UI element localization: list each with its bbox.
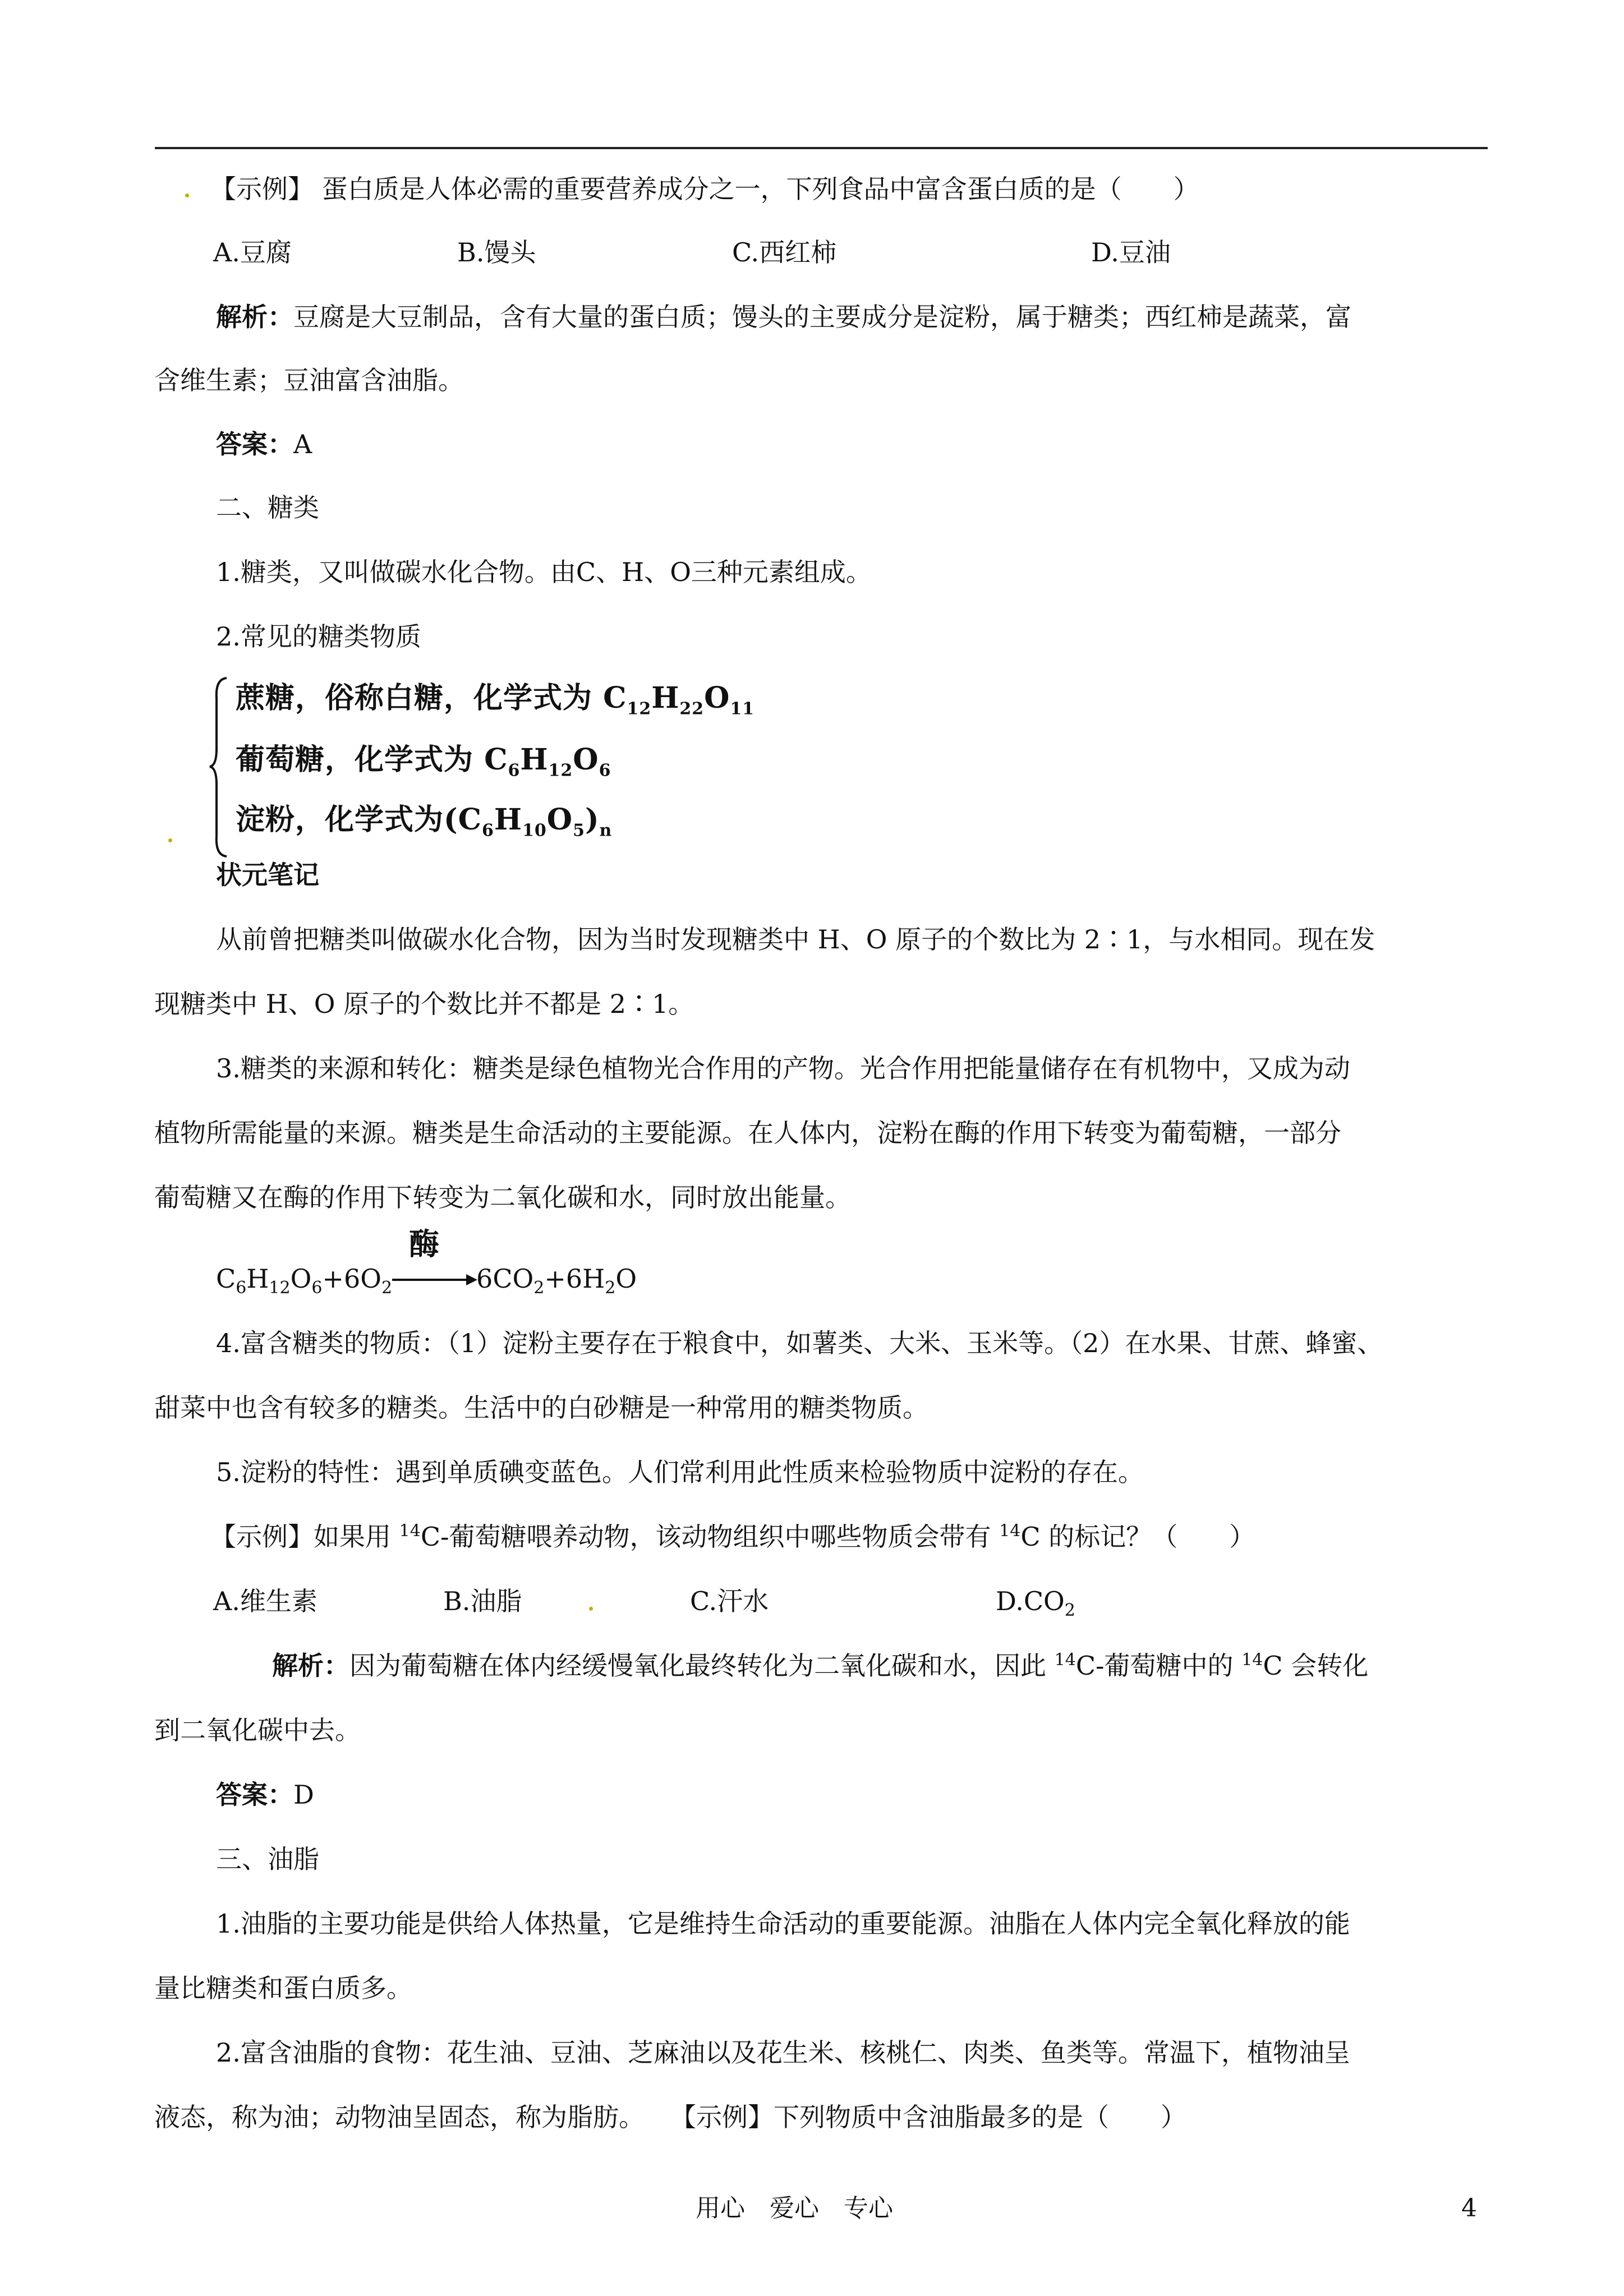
- sugar-item-2: 2.常见的糖类物质: [216, 621, 421, 652]
- example1-option-b: B.馒头: [457, 237, 536, 268]
- reaction-arrow: [392, 1226, 476, 1295]
- scan-speck: [589, 1607, 593, 1611]
- example2-question: 【示例】如果用 $^{14}$C-葡萄糖喂养动物，该动物组织中哪些物质会带有 $^{14}$C 的标记？（ ）: [210, 1521, 1255, 1552]
- example2-analysis: 解析：因为葡萄糖在体内经缓慢氧化最终转化为二氧化碳和水，因此 $^{14}$C-葡萄糖中的 $^{14}$C 会转化: [272, 1650, 1369, 1681]
- scan-speck: [185, 193, 189, 197]
- example2-option-d: $D.CO_2$: [996, 1586, 1075, 1621]
- section-sugar-heading: 二、糖类: [216, 492, 319, 523]
- sugar-list: [208, 676, 858, 858]
- oil-item-2-cont: 液态，称为油；动物油呈固态，称为脂肪。 【示例】下列物质中含油脂最多的是（ ）: [154, 2102, 1186, 2132]
- sugar-item-3-cont-1: 植物所需能量的来源。糖类是生命活动的主要能源。在人体内，淀粉在酶的作用下转变为葡萄糖，一部分: [154, 1118, 1341, 1148]
- example1-option-d: D.豆油: [1091, 237, 1171, 268]
- scan-speck: [168, 838, 172, 842]
- example1-option-a: A.豆腐: [213, 237, 292, 268]
- example2-analysis-cont: 到二氧化碳中去。: [154, 1715, 361, 1745]
- example1-option-c: C.西红柿: [732, 237, 837, 268]
- sugar-sucrose: 蔗糖，俗称白糖，化学式为 $C_{12}H_{22}O_{11}$: [236, 681, 755, 719]
- example2-option-c: C.汗水: [690, 1586, 769, 1616]
- oil-item-1: 1.油脂的主要功能是供给人体热量，它是维持生命活动的重要能源。油脂在人体内完全氧化释放的能: [216, 1908, 1350, 1939]
- notes-line-2: 现糖类中 H、O 原子的个数比并不都是 2∶1。: [154, 989, 694, 1019]
- glucose-oxidation-equation: $C_6H_{12}O_6+6O_2$ 酶 $6CO_2+6H_2O$: [216, 1226, 637, 1298]
- page-number: 4: [1461, 2194, 1477, 2223]
- sugar-starch: 淀粉，化学式为$(C_6H_{10}O_5)_n$: [236, 803, 613, 841]
- sugar-item-3: 3.糖类的来源和转化：糖类是绿色植物光合作用的产物。光合作用把能量储存在有机物中，又成为动: [216, 1053, 1350, 1084]
- example2-option-a: A.维生素: [213, 1586, 318, 1616]
- brace-icon: [208, 676, 230, 858]
- sugar-item-1: 1.糖类，又叫做碳水化合物。由C、H、O三种元素组成。: [216, 557, 872, 587]
- notes-title: 状元笔记: [216, 860, 319, 890]
- section-oil-heading: 三、油脂: [216, 1844, 319, 1874]
- sugar-item-5: 5.淀粉的特性：遇到单质碘变蓝色。人们常利用此性质来检验物质中淀粉的存在。: [216, 1457, 1144, 1487]
- example1-analysis: 解析：豆腐是大豆制品，含有大量的蛋白质；馒头的主要成分是淀粉，属于糖类；西红柿是蔬菜，富: [216, 302, 1351, 332]
- catalyst-label: 酶: [409, 1226, 440, 1262]
- footer-motto: 用心 爱心 专心: [696, 2194, 893, 2223]
- example1-question: 【示例】 蛋白质是人体必需的重要营养成分之一，下列食品中富含蛋白质的是（ ）: [210, 174, 1199, 204]
- oil-item-1-cont: 量比糖类和蛋白质多。: [154, 1973, 412, 2003]
- example1-analysis-cont: 含维生素；豆油富含油脂。: [154, 365, 464, 395]
- sugar-item-3-cont-2: 葡萄糖又在酶的作用下转变为二氧化碳和水，同时放出能量。: [154, 1182, 851, 1212]
- sugar-glucose: 葡萄糖，化学式为 $C_6H_{12}O_6$: [236, 743, 611, 781]
- oil-item-2: 2.富含油脂的食物：花生油、豆油、芝麻油以及花生米、核桃仁、肉类、鱼类等。常温下，植物油呈: [216, 2037, 1350, 2068]
- notes-line-1: 从前曾把糖类叫做碳水化合物，因为当时发现糖类中 H、O 原子的个数比为 2∶1，与水相同。现在发: [216, 924, 1375, 955]
- example2-option-b: B.油脂: [443, 1586, 522, 1616]
- example1-answer: 答案：A: [216, 429, 312, 459]
- header-rule: [155, 147, 1488, 149]
- sugar-item-4-cont: 甜菜中也含有较多的糖类。生活中的白砂糖是一种常用的糖类物质。: [154, 1393, 928, 1423]
- sugar-item-4: 4.富含糖类的物质：（1）淀粉主要存在于粮食中，如薯类、大米、玉米等。（2）在水果、甘蔗、蜂蜜、: [216, 1328, 1383, 1358]
- example2-answer: 答案：D: [216, 1779, 314, 1810]
